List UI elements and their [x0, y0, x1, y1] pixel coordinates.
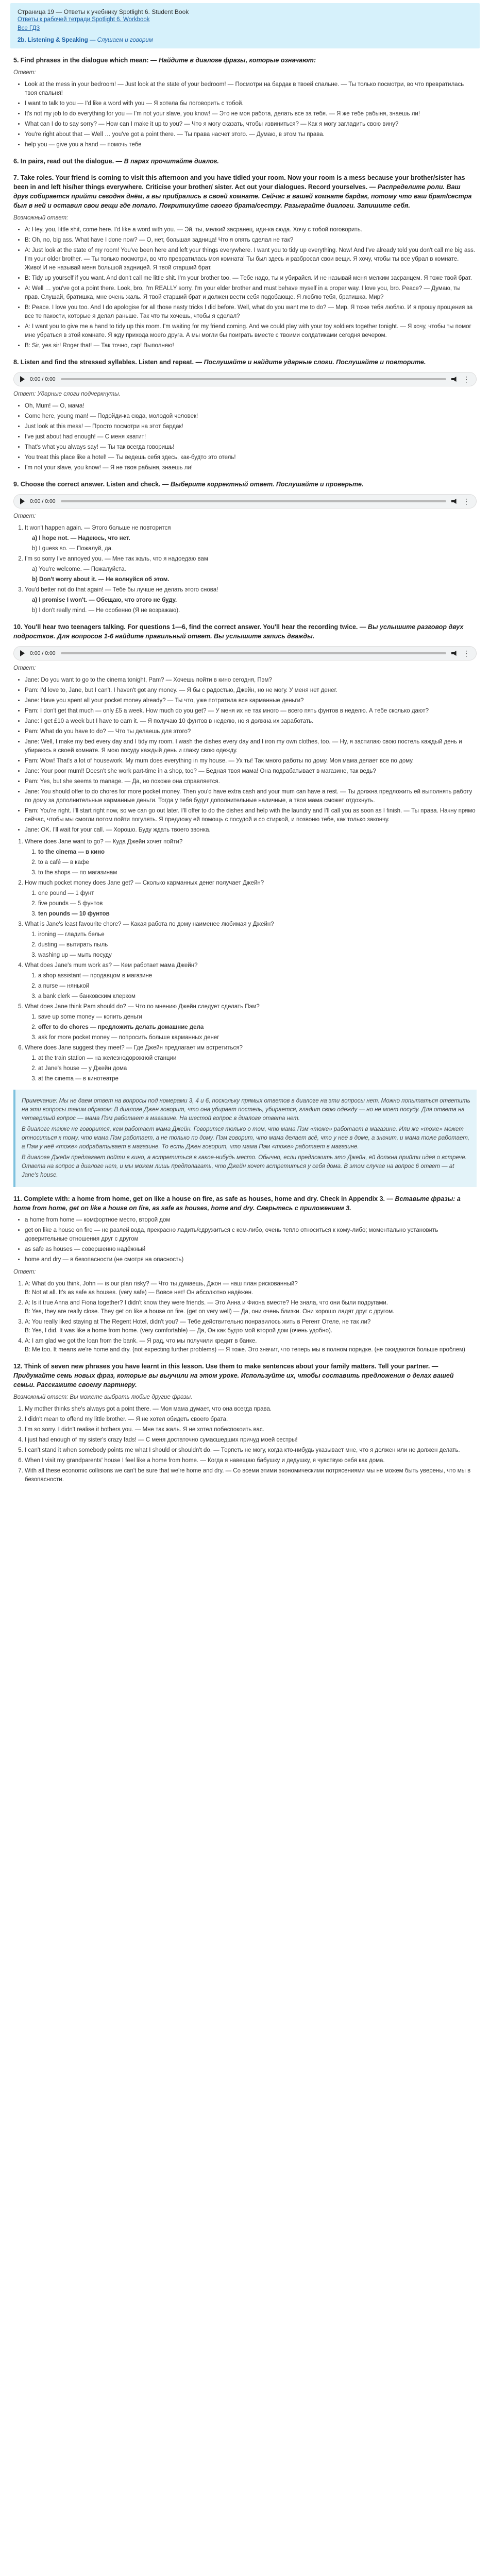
dialogue-line: • Jane: Have you spent all your pocket money already? — Ты что, уже потратила все карманные деньги? [25, 697, 477, 705]
question-text: You'd better not do that again! — Тебе бы лучше не делать этого снова! [25, 587, 218, 593]
dialogue-line: • Pam: What do you have to do? — Что ты делаешь для этого? [25, 727, 477, 736]
list-item [25, 1044, 477, 1083]
option: 1. a shop assistant — продавцом в магазине [38, 972, 477, 980]
dialogue-line: 4. A: I am glad we got the loan from the bank. — Я рад, что мы получили кредит в банке. [25, 1338, 257, 1344]
option: b) I don't really mind. — Не особенно (Я не возражаю). [32, 607, 180, 614]
answer-label: Ответ: [13, 513, 36, 519]
page-title: Страница 19 — Ответы к учебнику Spotlight 6. Student Book [18, 8, 189, 15]
dialogue-line: 3. A: You really liked staying at The Regent Hotel, didn't you? — Тебе действительно понравилось жить в Регент Отеле, не так ли? [25, 1319, 371, 1325]
option: b) I guess so. — Пожалуй, да. [32, 546, 113, 552]
option: 1. one pound — 1 фунт [38, 889, 477, 898]
exercise-6-title-ru: — В парах прочитайте диалог. [115, 158, 219, 165]
answer-label: Ответ: Ударные слоги подчеркнуты. [13, 391, 121, 397]
audio-player [13, 372, 477, 386]
option-text: a) I hope not. — Надеюсь, что нет. [32, 535, 130, 541]
option: 1. ironing — гладить белье [38, 930, 477, 939]
navigation-box [10, 3, 480, 48]
list-item: • Come here, young man! — Подойди-ка сюда, молодой человек! [25, 412, 477, 421]
exercise-8-title-en: 8. Listen and find the stressed syllables. Listen and repeat. [13, 359, 194, 366]
list-item: • Just look at this mess! — Просто посмотри на этот бардак! [25, 422, 477, 431]
list-item: 7. With all these economic collisions we can't be sure that we're home and dry. — Со всеми этими экономическими потрясениями мы не можем быть уверены, что мы в безопасности. [25, 1467, 477, 1484]
list-item: • It's not my job to do everything for you — I'm not your slave, you know! — Это не моя работа, делать все за тебя. — Я же тебе рабыня, знаешь ли! [25, 110, 477, 118]
dialogue-line: 2. A: Is it true Anna and Fiona together? I didn't know they were friends. — Это Анна и Фиона вместе? Не знала, что они были подругами. [25, 1300, 388, 1306]
answer-label: Возможный ответ: Вы можете выбрать любые другие фразы. [13, 1394, 193, 1400]
answer-label: Ответ: [13, 1269, 36, 1275]
exercise-10-dialogue [25, 676, 477, 835]
exercise-10-title [13, 622, 477, 641]
question-text: What is Jane's least favourite chore? — Какая работа по дому наименее любимая у Джейн? [25, 921, 274, 927]
option: a) You're welcome. — Пожалуйста. [32, 566, 126, 572]
list-item: 2. I didn't mean to offend my little brother. — Я не хотел обидеть своего брата. [25, 1415, 477, 1424]
option: 2. at Jane's house — у Джейн дома [38, 1064, 477, 1073]
workbook-link[interactable]: Ответы к рабочей тетради Spotlight 6. Workbook [18, 16, 150, 23]
option: 2. dusting — вытирать пыль [38, 941, 477, 950]
option-text: to the cinema — в кино [38, 849, 105, 855]
dialogue-line: B: Yes, they are really close. They get on like a house on fire. (get on very well) — Да, они очень близки. Они хорошо ладят друг с другом. [25, 1309, 395, 1315]
dialogue-line: • Jane: Your poor mum!! Doesn't she work part-time in a shop, too? — Бедная твоя мама! Она подрабатывает в магазине, так ведь? [25, 767, 477, 776]
question-text: I'm so sorry I've annoyed you. — Мне так жаль, что я надоедаю вам [25, 556, 208, 562]
play-icon[interactable] [20, 650, 25, 656]
volume-icon[interactable] [451, 499, 458, 504]
option-text: a) I promise I won't. — Обещаю, что этого не буду. [32, 597, 177, 603]
exercise-12-title [13, 1362, 477, 1389]
list-item [25, 524, 477, 553]
section-title-ru: — Слушаем и говорим [89, 37, 153, 43]
list-item: 4. I just had enough of my sister's crazy fads! — С меня достаточно сумасшедших причуд моей сестры! [25, 1436, 477, 1445]
exercise-6-title [13, 157, 477, 166]
more-options-icon[interactable]: ⋮ [463, 497, 470, 505]
question-text: What does Jane's mum work as? — Кем работает мама Джейн? [25, 962, 198, 969]
exercise-11-title [13, 1194, 477, 1213]
definition-item: • as safe as houses — совершенно надёжный [25, 1245, 477, 1254]
dialogue-line: • Jane: Well, I make my bed every day and I tidy my room. I wash the dishes every day and I iron my own clothes, too. — Ну, я застилаю свою постель каждый день и убираюсь в своей комнате. Я мою посуду каждый день и глажу свою одежду. [25, 738, 477, 755]
exercise-9-list [25, 524, 477, 615]
exercise-11-definitions [25, 1216, 477, 1264]
option-correct [38, 1023, 477, 1032]
exercise-8-title-ru: — Послушайте и найдите ударные слоги. Послушайте и повторите. [195, 359, 426, 366]
exercise-7-title-en: 7. Take roles. Your friend is coming to visit this afternoon and you have tidied your room. Now your room is a mess because your brother/sister has been in and left his/her things everywhere. Criticise your brother/ sister. Act out your dialogues. Record yourselves. [13, 174, 465, 191]
question-text: Where does Jane want to go? — Куда Джейн хочет пойти? [25, 839, 183, 845]
exercise-10-questions [25, 838, 477, 1083]
exercise-11-title-ru: — Вставьте фразы: a home from home, get on like a house on fire, as safe as houses, home and dry. Сверьтесь с приложением 3. [13, 1195, 461, 1212]
exercise-5-title-ru: — Найдите в диалоге фразы, которые означают: [150, 57, 316, 64]
option: 3. a bank clerk — банковским клерком [38, 992, 477, 1001]
dialogue-line: • Pam: I'd love to, Jane, but I can't. I haven't got any money. — Я бы с радостью, Джейн, но не могу. У меня нет денег. [25, 686, 477, 695]
exercise-9-title-en: 9. Choose the correct answer. Listen and check. [13, 481, 161, 488]
list-item: • I've just about had enough! — С меня хватит! [25, 433, 477, 442]
option-text: ten pounds — 10 фунтов [38, 911, 110, 917]
answer-label: Ответ: [13, 665, 36, 671]
dialogue-line: • Pam: I don't get that much — only £5 a week. How much do you get? — У меня их не так много — всего пять фунтов в неделю. А тебе сколько дают? [25, 707, 477, 716]
volume-icon[interactable] [451, 377, 458, 382]
list-item: • A: Well … you've got a point there. Look, bro, I'm REALLY sorry. I'm your elder brother and must behave myself in a proper way. I love you, bro. Peace? — Думаю, ты прав. Слушай, братишка, мне очень жаль. Я твой старший брат и должен вести себя подобающе. Я люблю тебя, братишка. Мир? [25, 284, 477, 302]
dialogue-line: • Pam: You're right. I'll start right now, so we can go out later. I'll offer to do the dishes and help with the laundry and I'll call you as soon as I finish. — Ты права. Начну прямо сейчас, чтобы мы смогли потом пойти погулять. Я предложу ей помощь с посудой и со стиркой, и позвоню тебе, как только закончу. [25, 807, 477, 824]
dialogue-line: B: Not at all. It's as safe as houses. (very safe) — Вовсе нет! Он абсолютно надёжен. [25, 1290, 254, 1296]
list-item [25, 555, 477, 584]
list-item: • A: Hey, you, little shit, come here. I'd like a word with you. — Эй, ты, мелкий засранец, иди-ка сюда. Хочу с тобой поговорить. [25, 226, 477, 234]
answer-label: Возможный ответ: [13, 215, 69, 221]
question-text: What does Jane think Pam should do? — Что по мнению Джейн следует сделать Пэм? [25, 1004, 260, 1010]
more-options-icon[interactable]: ⋮ [463, 375, 470, 383]
option: 2. a nurse — нянькой [38, 982, 477, 991]
content [10, 56, 480, 1484]
option-text: offer to do chores — предложить делать домашние дела [38, 1024, 204, 1030]
option: 2. to a café — в кафе [38, 858, 477, 867]
list-item [25, 1337, 477, 1354]
list-item: • A: Just look at the state of my room! You've been here and left your things everywhere. I want you to tidy up everything. Now! And I've already told you don't call me big ass. I'm your older brother. — Ты только посмотри, во что превратилась моя комната! Ты был здесь и разбросал свои вещи. Я хочу, чтобы ты все убрал в комнате. Живо! И не называй меня большой задницей. Я твой старший брат. [25, 246, 477, 273]
exercise-8-list [25, 402, 477, 472]
exercise-11-title-en: 11. Complete with: a home from home, get on like a house on fire, as safe as houses, home and dry. Check in Appendix 3. [13, 1195, 385, 1202]
option: 3. at the cinema — в кинотеатре [38, 1075, 477, 1083]
list-item: • B: Tidy up yourself if you want. And don't call me little shit. I'm your brother too. — Тебе надо, ты и убирайся. И не называй меня мелким засранцем. Я тоже твой брат. [25, 274, 477, 283]
dialogue-line: • Jane: OK. I'll wait for your call. — Хорошо. Буду ждать твоего звонка. [25, 826, 477, 835]
answer-label: Ответ: [13, 70, 36, 76]
note-box [13, 1090, 477, 1187]
option: 1. save up some money — копить деньги [38, 1013, 477, 1022]
exercise-6-title-en: 6. In pairs, read out the dialogue. [13, 158, 114, 165]
exercise-7-list [25, 226, 477, 350]
exercise-7-title [13, 173, 477, 210]
option-correct [38, 848, 477, 857]
question-text: It won't happen again. — Этого больше не повторится [25, 525, 171, 531]
note-paragraph: В диалоге Джейн предлагает пойти в кино, а встретиться в какое-нибудь место. Обычно, если предложить это Джейн, ей должна прийти идея о встрече. Ответа на вопрос в диалоге нет, и мы можем лишь предполагать, что Джейн хочет встретиться у себя дома. В этом случае на вопрос 6 ответ — at Jane's house. [22, 1155, 467, 1178]
list-item: 3. I'm so sorry. I didn't realise it bothers you. — Мне так жаль. Я не хотел побеспокоить вас. [25, 1426, 477, 1434]
list-item: • I'm not your slave, you know! — Я не твоя рабыня, знаешь ли! [25, 464, 477, 472]
list-item: 1. My mother thinks she's always got a point there. — Моя мама думает, что она всегда права. [25, 1405, 477, 1414]
exercise-12-title-en: 12. Think of seven new phrases you have learnt in this lesson. Use them to make sentences about your family matters. Tell your partner. [13, 1363, 430, 1370]
list-item [25, 1318, 477, 1335]
list-item [25, 1003, 477, 1042]
list-item: • B: Peace. I love you too. And I do apologise for all those nasty tricks I did before. Well, what do you want me to do? — Мир. Я тоже тебя люблю. И я прошу прощения за все те пакости, которые я делал раньше. Так что ты хочешь, чтобы я сделал? [25, 303, 477, 321]
audio-time: 0:00 / 0:00 [30, 650, 56, 656]
option-text: b) Don't worry about it. — Не волнуйся об этом. [32, 577, 170, 583]
dialogue-line: • Jane: Do you want to go to the cinema tonight, Pam? — Хочешь пойти в кино сегодня, Пэм? [25, 676, 477, 685]
exercise-9-title [13, 480, 477, 489]
option-correct [32, 575, 477, 584]
dialogue-line: B: Me too. It means we're home and dry. (not expecting further problems) — Я тоже. Это значит, что теперь мы в полном порядке. (не ожидаются больше проблем) [25, 1347, 465, 1353]
list-item [25, 1299, 477, 1316]
play-icon[interactable] [20, 376, 25, 382]
exercise-10-title-ru: — Вы услышите разговор двух подростков. Для вопросов 1-6 найдите правильный ответ. Вы услышите запись дважды. [13, 623, 464, 640]
option: 2. five pounds — 5 фунтов [38, 900, 477, 908]
audio-time: 0:00 / 0:00 [30, 498, 56, 504]
exercise-5-title-en: 5. Find phrases in the dialogue which mean: [13, 57, 149, 64]
audio-player [13, 494, 477, 509]
definition-item: • get on like a house on fire — не разлей вода, прекрасно ладить/сдружиться с кем-либо, очень тепло относиться к кому-либо; моментально установить доверительные отношения друг с другом [25, 1226, 477, 1244]
audio-player [13, 646, 477, 660]
list-item [25, 1280, 477, 1297]
list-item: • Look at the mess in your bedroom! — Just look at the state of your bedroom! — Посмотри на бардак в твоей спальне. — Ты только посмотри, во что превратилась твоя спальня! [25, 80, 477, 98]
list-item: • B: Sir, yes sir! Roger that! — Так точно, сэр! Выполняю! [25, 342, 477, 350]
dialogue-line: B: Yes, I did. It was like a home from home. (very comfortable) — Да, Он как будто мой второй дом (очень удобно). [25, 1328, 333, 1334]
exercise-11-list [25, 1280, 477, 1354]
list-item: • Oh, Mum! — О, мама! [25, 402, 477, 411]
list-item [25, 586, 477, 615]
list-item [25, 879, 477, 919]
option: 3. washing up — мыть посуду [38, 951, 477, 960]
list-item [25, 838, 477, 877]
list-item: • I want to talk to you — I'd like a word with you — Я хотела бы поговорить с тобой. [25, 99, 477, 108]
list-item: 5. I can't stand it when somebody points me what I should or shouldn't do. — Терпеть не могу, когда кто-нибудь указывает мне, что я должен или не должен делать. [25, 1446, 477, 1455]
exercise-8-title [13, 358, 477, 367]
list-item: • help you — give you a hand — помочь тебе [25, 141, 477, 149]
audio-progress-bar[interactable] [61, 652, 446, 654]
dialogue-line: • Jane: I get £10 a week but I have to earn it. — Я получаю 10 фунтов в неделю, но я должна их заработать. [25, 717, 477, 726]
section-title-en: 2b. Listening & Speaking [18, 37, 88, 43]
list-item [25, 961, 477, 1001]
audio-progress-bar[interactable] [61, 500, 446, 502]
list-item: • What can I do to say sorry? — How can I make it up to you? — Что я могу сказать, чтобы извиниться? — Как я могу загладить свою вину? [25, 120, 477, 129]
section-title [18, 37, 474, 43]
exercise-10-title-en: 10. You'll hear two teenagers talking. For questions 1—6, find the correct answer. You'll hear the recording twice. [13, 623, 358, 631]
definition-item: • home and dry — в безопасности (не смотря на опасность) [25, 1256, 477, 1264]
exercise-12-list [25, 1405, 477, 1484]
option-correct [32, 596, 477, 605]
option-correct [38, 910, 477, 919]
list-item: • B: Oh, no, big ass. What have I done now? — О, нет, большая задница! Что я опять сделал не так? [25, 236, 477, 245]
dialogue-line: • Pam: Yes, but she seems to manage. — Да, но похоже она справляется. [25, 777, 477, 786]
exercise-5-title [13, 56, 477, 65]
list-item: • That's what you always say! — Ты так всегда говоришь! [25, 443, 477, 452]
list-item: • You treat this place like a hotel! — Ты ведешь себя здесь, как-будто это отель! [25, 453, 477, 462]
option: 1. at the train station — на железнодорожной станции [38, 1054, 477, 1063]
audio-progress-bar[interactable] [61, 378, 446, 380]
audio-time: 0:00 / 0:00 [30, 376, 56, 382]
exercise-9-title-ru: — Выберите корректный ответ. Послушайте и проверьте. [162, 481, 364, 488]
exercise-7-title-ru: — Распределите роли. Ваш друг собирается прийти сегодня днём, а вы прибрались в своей комнате. Сейчас в вашей комнате бардак, потому что ваш брат/сестра был в ней и оставил свои вещи где попало. Покритикуйте своего брата/сестру. Разыграйте диалоги. Запишите себя. [13, 183, 472, 209]
option-correct [32, 534, 477, 543]
volume-icon[interactable] [451, 651, 458, 656]
list-item: • A: I want you to give me a hand to tidy up this room. I'm waiting for my friend coming. And we could play with your toy soldiers together tonight. — Я хочу, чтобы ты помог мне убраться в этой комнате. Я жду прихода моего друга. А мы могли бы поиграть вместе с твоими солдатиками сегодня вечером. [25, 323, 477, 340]
more-options-icon[interactable]: ⋮ [463, 649, 470, 657]
list-item: 6. When I visit my grandparents' house I feel like a home from home. — Когда я навещаю бабушку и дедушку, я чувствую себя как дома. [25, 1456, 477, 1465]
note-paragraph: В диалоге также не говорится, кем работает мама Джейн. Говорится только о том, что мама Пэм «тоже» работает в магазине. Или же «тоже» может относиться к тому, что мама Пэм работает, а не только по дому. Пэм говорит, что мама делает всё, что у неё в доме, а значит, и мама тоже работает, а Пэм у неё «тоже» подрабатывает в магазине. То есть Джен говорит, что мама Пэм «тоже» работает в магазине. [22, 1126, 469, 1150]
question-text: How much pocket money does Jane get? — Сколько карманных денег получает Джейн? [25, 880, 264, 886]
definition-item: • a home from home — комфортное место, второй дом [25, 1216, 477, 1225]
exercise-5-list [25, 80, 477, 149]
all-gdz-link[interactable]: Все ГДЗ [18, 25, 40, 31]
note-paragraph: Примечание: Мы не даем ответ на вопросы под номерами 3, 4 и 6, поскольку прямых ответов в диалоге на эти вопросы нет. Можно попытаться ответить на эти вопросы таким образом: В диалоге Джен говорит, что она убирает постель, убирается, гладит свою одежду — но не моет посуду. Для ответа на четвертый вопрос — мама Пэм работает в магазине. На шестой вопрос в диалоге ответа нет. [22, 1098, 470, 1122]
question-text: Where does Jane suggest they meet? — Где Джейн предлагает им встретиться? [25, 1045, 243, 1051]
dialogue-line: 1. A: What do you think, John — is our plan risky? — Что ты думаешь, Джон — наш план рискованный? [25, 1281, 298, 1287]
dialogue-line: • Pam: Wow! That's a lot of housework. My mum does everything in my house. — Ух ты! Так много работы по дому. Моя мама делает все по дому. [25, 757, 477, 766]
play-icon[interactable] [20, 498, 25, 504]
option: 3. ask for more pocket money — попросить больше карманных денег [38, 1033, 477, 1042]
list-item [25, 920, 477, 960]
list-item: • You're right about that — Well … you've got a point there. — Ты права насчет этого. — Думаю, в этом ты права. [25, 130, 477, 139]
dialogue-line: • Jane: You should offer to do chores for more pocket money. Then you'd have extra cash and your mum can have a rest. — Ты должна предложить ей выполнять работу по дому за дополнительные карманные деньги. Тогда у тебя будут дополнительные наличные, а твоя мама сможет отдохнуть. [25, 788, 477, 805]
option: 3. to the shops — по магазинам [38, 869, 477, 877]
exercise-12-title-ru: — Придумайте семь новых фраз, которые вы выучили на этом уроке. Используйте их, чтобы составить предложения о делах вашей семьи. Расскажите своему партнеру. [13, 1363, 454, 1388]
